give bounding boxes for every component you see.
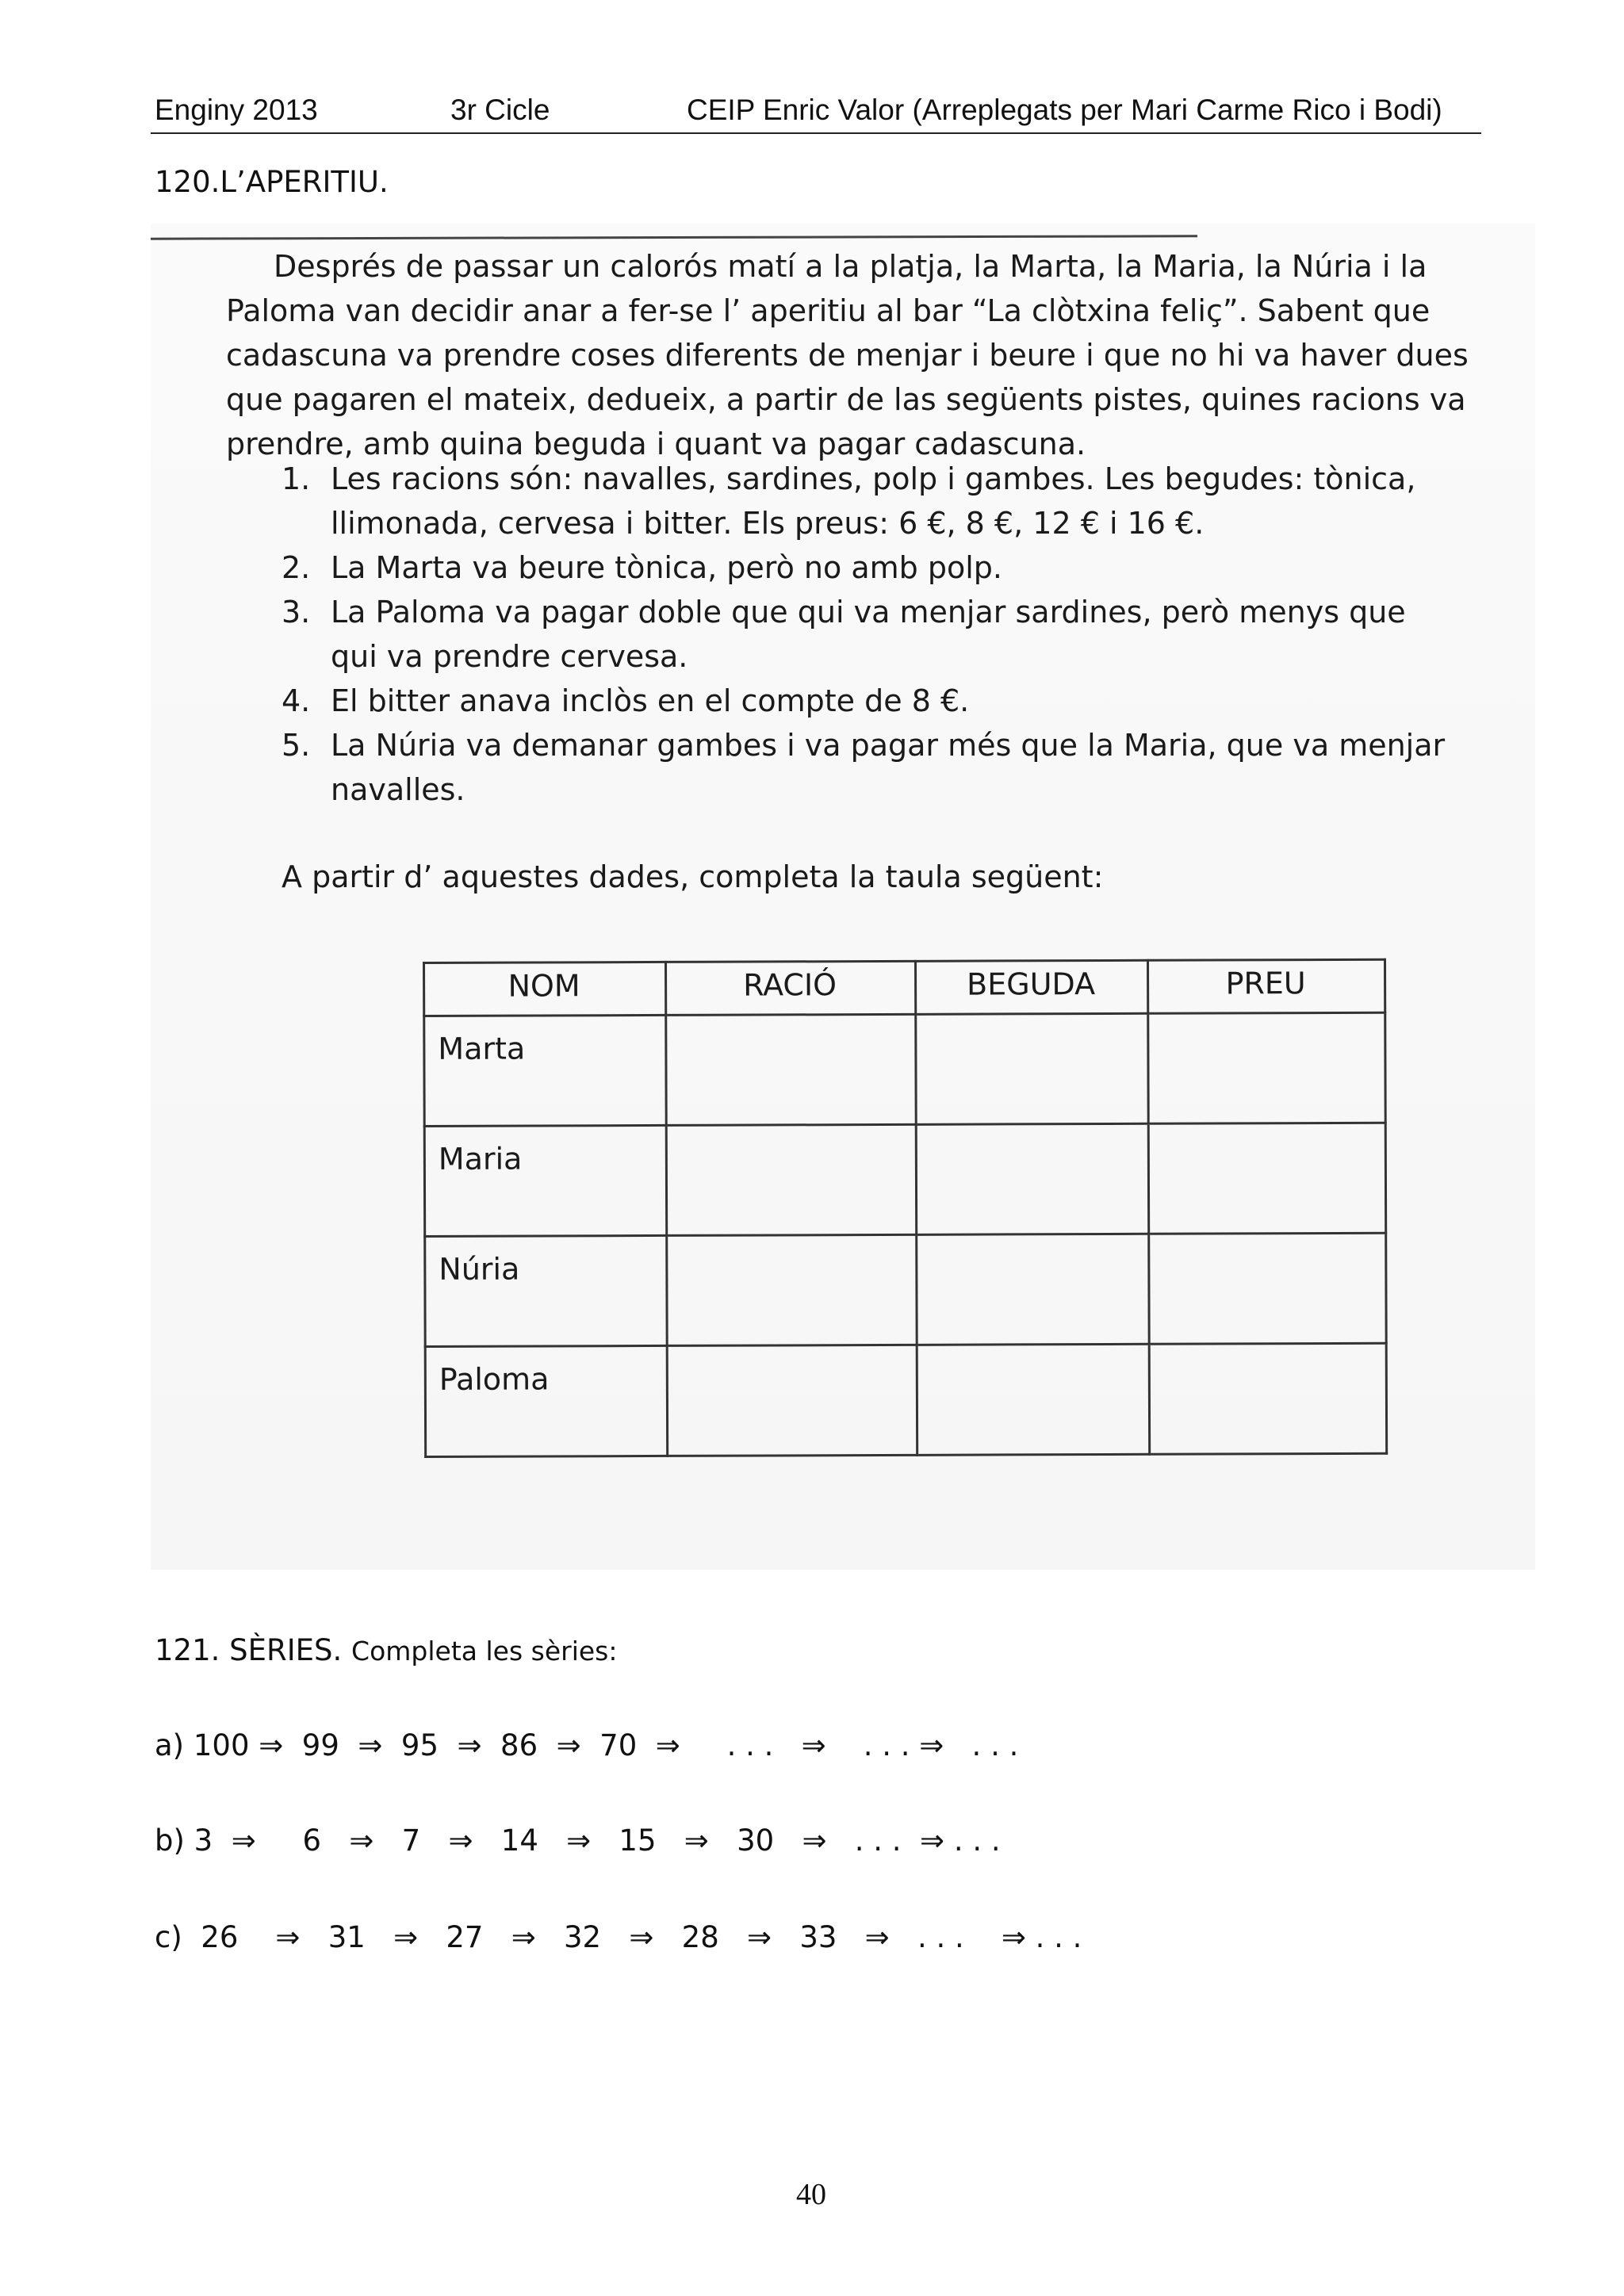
problem-120-title: 120.L’APERITIU. xyxy=(155,165,389,199)
clue-number: 2. xyxy=(282,550,311,585)
clue-item xyxy=(282,545,1534,590)
problem-121-title: 121. SÈRIES. xyxy=(155,1633,343,1667)
series-a: a) 100 ⇒ 99 ⇒ 95 ⇒ 86 ⇒ 70 ⇒ . . . ⇒ . . . ⇒ . . . xyxy=(155,1728,1019,1762)
answer-cell[interactable] xyxy=(667,1345,917,1456)
table-header-row xyxy=(424,959,1385,1016)
table-row xyxy=(425,1343,1386,1456)
answer-cell[interactable] xyxy=(1149,1233,1386,1344)
clue-line: La Núria va demanar gambes i va pagar més que la Maria, que va menjar xyxy=(331,728,1446,763)
header-left: Enginy 2013 xyxy=(155,94,318,126)
answer-cell[interactable] xyxy=(917,1344,1149,1455)
table-row xyxy=(424,1012,1385,1126)
clue-number: 5. xyxy=(282,728,311,763)
clue-line: El bitter anava inclòs en el compte de 8 €. xyxy=(331,683,970,718)
clues-list xyxy=(282,457,1534,812)
clue-number: 3. xyxy=(282,595,311,629)
series-c: c) 26 ⇒ 31 ⇒ 27 ⇒ 32 ⇒ 28 ⇒ 33 ⇒ . . . ⇒ . . . xyxy=(155,1920,1082,1954)
clue-number: 1. xyxy=(282,461,311,496)
table-row xyxy=(425,1233,1386,1346)
problem-121-heading xyxy=(155,1633,617,1667)
clue-item xyxy=(282,590,1534,679)
series-b: b) 3 ⇒ 6 ⇒ 7 ⇒ 14 ⇒ 15 ⇒ 30 ⇒ . . . ⇒ . . . xyxy=(155,1823,1001,1858)
answer-cell[interactable] xyxy=(667,1234,917,1345)
answer-cell[interactable] xyxy=(1149,1343,1386,1454)
answer-cell[interactable] xyxy=(666,1014,916,1125)
table-row xyxy=(424,1123,1385,1236)
answer-cell[interactable] xyxy=(916,1013,1148,1124)
column-header-racio: RACIÓ xyxy=(666,961,916,1015)
problem-121-subtitle: Completa les sèries: xyxy=(351,1636,618,1667)
answer-table xyxy=(423,959,1388,1458)
clue-line: La Marta va beure tònica, però no amb polp. xyxy=(331,550,1002,585)
paragraph-line: Després de passar un calorós matí a la platja, la Marta, la Maria, la Núria i la xyxy=(274,249,1427,284)
clue-line: La Paloma va pagar doble que qui va menjar sardines, però menys que xyxy=(331,595,1406,629)
problem-paragraph xyxy=(226,244,1534,466)
answer-cell[interactable] xyxy=(916,1123,1148,1234)
clue-line: navalles. xyxy=(331,772,465,807)
paragraph-line: prendre, amb quina beguda i quant va pagar cadascuna. xyxy=(226,427,1086,461)
column-header-nom: NOM xyxy=(424,962,666,1016)
row-name-cell: Marta xyxy=(424,1015,666,1126)
table-instruction: A partir d’ aquestes dades, completa la taula següent: xyxy=(282,859,1104,894)
answer-cell[interactable] xyxy=(1148,1123,1385,1234)
row-name-cell: Maria xyxy=(424,1125,666,1236)
row-name-cell: Paloma xyxy=(425,1345,667,1456)
clue-number: 4. xyxy=(282,683,311,718)
paragraph-line: que pagaren el mateix, dedueix, a partir de las següents pistes, quines racions va xyxy=(226,382,1466,417)
header-right: CEIP Enric Valor (Arreplegats per Mari Carme Rico i Bodi) xyxy=(687,94,1442,126)
answer-cell[interactable] xyxy=(666,1124,916,1235)
answer-cell[interactable] xyxy=(1148,1012,1385,1123)
paragraph-line: Paloma van decidir anar a fer-se l’ aperitiu al bar “La clòtxina feliç”. Sabent que xyxy=(226,293,1431,328)
page-number: 40 xyxy=(796,2178,826,2211)
paragraph-line: cadascuna va prendre coses diferents de menjar i beure i que no hi va haver dues xyxy=(226,338,1469,373)
column-header-beguda: BEGUDA xyxy=(916,960,1148,1014)
clue-item xyxy=(282,679,1534,723)
clue-line: llimonada, cervesa i bitter. Els preus: 6 €, 8 €, 12 € i 16 €. xyxy=(331,506,1205,541)
header-middle: 3r Cicle xyxy=(450,94,550,126)
clue-line: Les racions són: navalles, sardines, polp i gambes. Les begudes: tònica, xyxy=(331,461,1416,496)
clue-line: qui va prendre cervesa. xyxy=(331,639,688,674)
column-header-preu: PREU xyxy=(1147,959,1385,1013)
answer-cell[interactable] xyxy=(917,1234,1149,1345)
clue-item xyxy=(282,457,1534,545)
clue-item xyxy=(282,723,1534,812)
header-rule xyxy=(151,132,1481,134)
row-name-cell: Núria xyxy=(425,1235,667,1346)
